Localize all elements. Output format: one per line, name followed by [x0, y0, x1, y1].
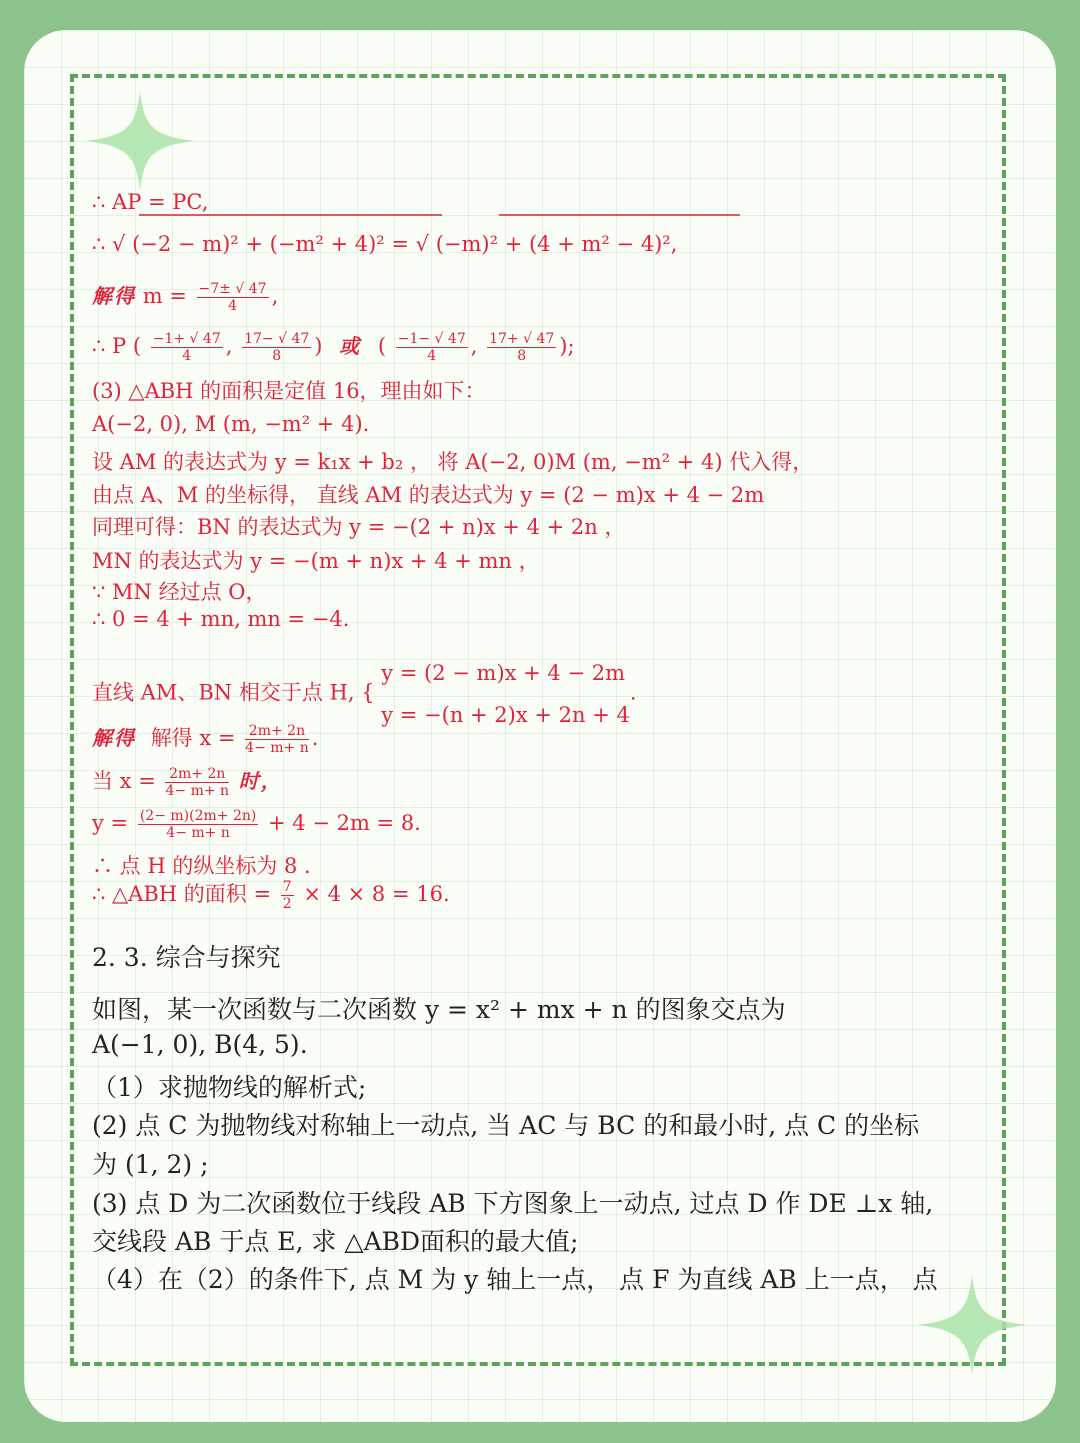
- solution-line: 直线 AM、BN 相交于点 H, { y = (2 − m)x + 4 − 2m y = −(n + 2)x + 2n + 4 .: [92, 652, 637, 736]
- fraction: [281, 879, 294, 912]
- solution-line: 由点 A、M 的坐标得， 直线 AM 的表达式为 y = (2 − m)x + 4 − 2m: [92, 483, 765, 507]
- section-heading: 2. 3. 综合与探究: [92, 943, 281, 972]
- handwritten-label: 解得: [92, 284, 136, 308]
- equation: y = −(n + 2)x + 2n + 4: [381, 703, 630, 727]
- expression: 当 x =: [92, 769, 156, 793]
- fraction-denominator: 4− m+ n: [166, 825, 230, 841]
- fraction: [245, 723, 309, 756]
- handwritten-label: 解得: [92, 726, 136, 750]
- fraction: [242, 331, 311, 364]
- fraction-denominator: 4: [182, 348, 192, 364]
- solution-line: MN 的表达式为 y = −(m + n)x + 4 + mn ，: [92, 549, 540, 573]
- solution-line: ∴ P ( $\frac{-1+ √ 47}{4}$ , $\frac{17- √ 47}{8}$ ) 或 ( $\frac{-1- √ 47}{4}$ , $\frac{17+ √ 47}{8}$ );: [92, 331, 575, 364]
- solution-line: [92, 808, 421, 841]
- fraction-numerator: 2m+ 2n: [165, 766, 229, 783]
- fraction-numerator: −7± √ 47: [198, 281, 267, 297]
- fraction: [151, 331, 223, 364]
- fraction-denominator: 4: [228, 298, 238, 314]
- expression: 直线 AM、BN 相交于点 H, {: [92, 680, 375, 705]
- handwritten-label: 或: [339, 334, 362, 358]
- fraction-denominator: 8: [517, 348, 527, 364]
- expression: ∴ △ABH 的面积 =: [92, 882, 272, 906]
- solution-line: 同理可得：BN 的表达式为 y = −(2 + n)x + 4 + 2n ，: [92, 515, 626, 539]
- fraction-denominator: 4− m+ n: [245, 740, 309, 756]
- equation-system: [381, 652, 630, 736]
- problem-line: (2) 点 C 为抛物线对称轴上一动点, 当 AC 与 BC 的和最小时, 点 C 的坐标: [92, 1111, 920, 1140]
- fraction-denominator: 8: [272, 348, 282, 364]
- solution-line: ∴ 0 = 4 + mn, mn = −4.: [92, 607, 350, 631]
- fraction-denominator: 4− m+ n: [165, 783, 230, 799]
- expression: y =: [92, 811, 129, 835]
- problem-line: A(−1, 0), B(4, 5).: [92, 1030, 308, 1059]
- fraction-numerator: 7: [282, 879, 292, 895]
- solution-line: (3) △ABH 的面积是定值 16，理由如下：: [92, 379, 486, 403]
- sparkle-icon: [80, 86, 200, 196]
- sqrt-overlines: [137, 212, 747, 220]
- problem-line: (3) 点 D 为二次函数位于线段 AB 下方图象上一动点, 过点 D 作 DE ⊥x 轴,: [92, 1189, 934, 1218]
- expression: + 4 − 2m = 8.: [268, 811, 421, 835]
- fraction: [165, 766, 229, 799]
- expression: m =: [142, 284, 194, 308]
- solution-line: 解得 m = $\frac{-7\pm √ 47}{4}$ ,: [92, 281, 279, 314]
- solution-line: [92, 765, 283, 799]
- problem-line: 为 (1, 2) ;: [92, 1150, 209, 1179]
- fraction-denominator: 2: [282, 896, 292, 912]
- handwritten-label: 时，: [238, 769, 283, 793]
- problem-line: （4）在（2）的条件下, 点 M 为 y 轴上一点， 点 F 为直线 AB 上一点， 点: [92, 1265, 938, 1294]
- fraction: [396, 331, 468, 364]
- equation: y = (2 − m)x + 4 − 2m: [381, 661, 626, 685]
- fraction-denominator: 4: [427, 348, 437, 364]
- solution-line: A(−2, 0), M (m, −m² + 4).: [92, 412, 370, 436]
- fraction-numerator: −1− √ 47: [397, 331, 466, 347]
- solution-line: ∴ √ (−2 − m)² + (−m² + 4)² = √ (−m)² + (4 + m² − 4)²,: [92, 232, 678, 256]
- solution-line: [92, 878, 450, 912]
- expression: 解得 x =: [150, 726, 236, 750]
- fraction-numerator: 17− √ 47: [244, 331, 310, 347]
- fraction-numerator: 2m+ 2n: [245, 723, 309, 740]
- fraction: [487, 331, 556, 364]
- fraction-numerator: (2− m)(2m+ 2n): [139, 808, 257, 824]
- solution-line: 解得 解得 x = $\frac{2m+ 2n}{4- m+ n}$ .: [92, 723, 319, 756]
- expression: ∴ P (: [92, 334, 142, 358]
- solution-line: ∴ AP = PC,: [92, 190, 209, 214]
- solution-line: ∵ MN 经过点 O，: [92, 580, 267, 604]
- expression: × 4 × 8 = 16.: [303, 882, 450, 906]
- fraction: [197, 281, 269, 314]
- problem-line: 如图，某一次函数与二次函数 y = x² + mx + n 的图象交点为: [92, 995, 786, 1024]
- fraction-numerator: −1+ √ 47: [152, 331, 221, 347]
- problem-line: （1）求抛物线的解析式;: [92, 1073, 367, 1102]
- fraction-numerator: 17+ √ 47: [489, 331, 555, 347]
- fraction: [138, 808, 259, 841]
- solution-line: 设 AM 的表达式为 y = k₁x + b₂ ， 将 A(−2, 0)M (m, −m² + 4) 代入得，: [92, 450, 814, 474]
- problem-line: 交线段 AB 于点 E, 求 △ABD面积的最大值;: [92, 1227, 579, 1256]
- solution-line: ∴ 点 H 的纵坐标为 8 .: [92, 854, 311, 878]
